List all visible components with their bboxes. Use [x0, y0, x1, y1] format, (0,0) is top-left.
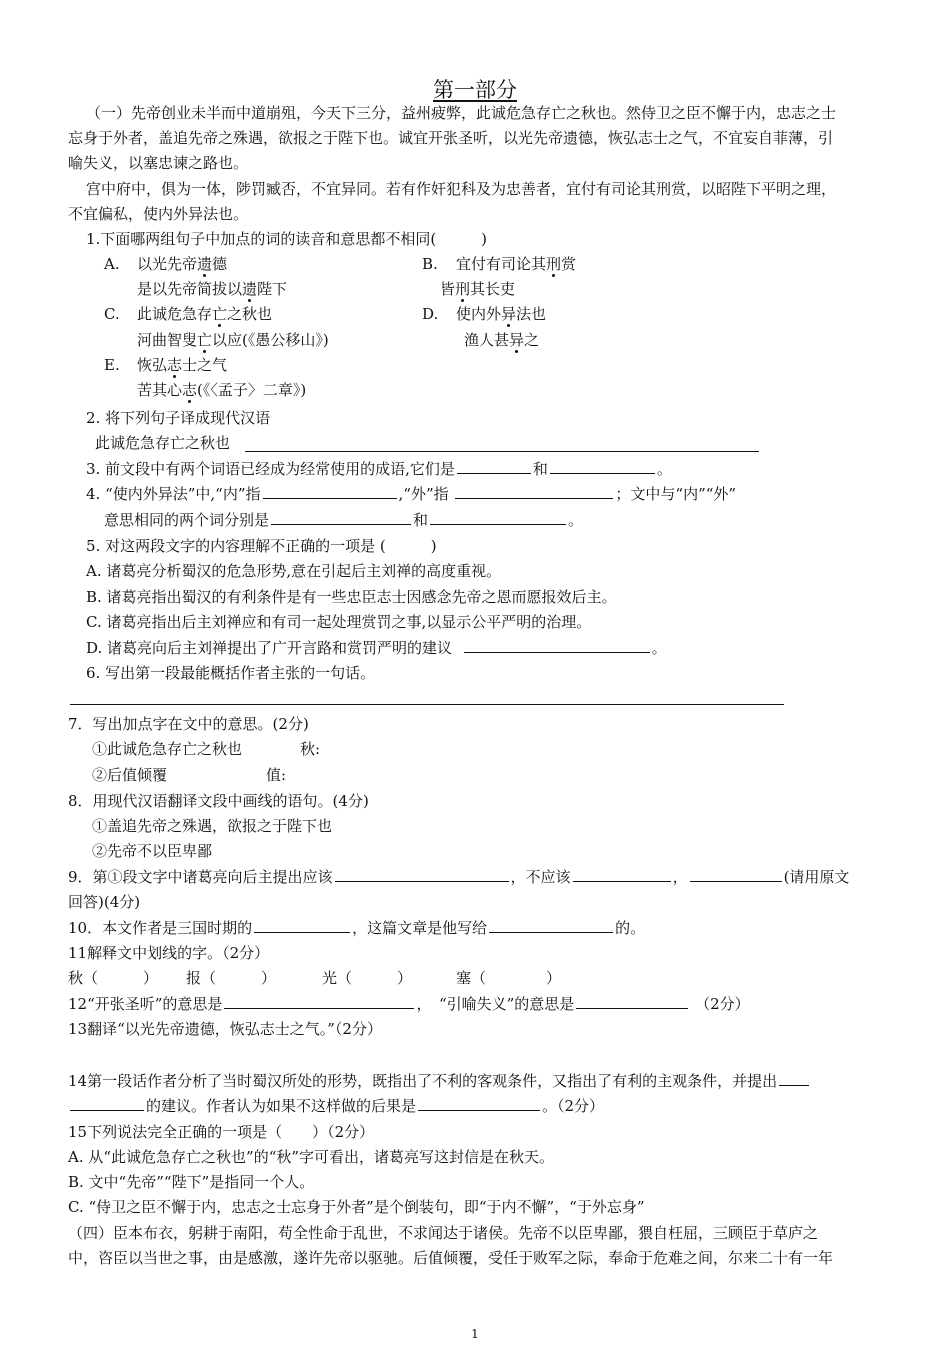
q1-option-b-line-1: 宜付有司论其刑赏 — [456, 255, 577, 273]
q15-option-c: C. “侍卫之臣不懈于内，忠志之士忘身于外者”是个倒装句，即“于内不懈”，“于外忘身” — [68, 1198, 645, 1216]
page-title: 第一部分 — [433, 78, 517, 102]
q7-item-1-label: 秋: — [300, 740, 321, 758]
q2-sentence: 此诚危急存亡之秋也 — [95, 434, 231, 452]
q1-option-a-line-1: 以光先帝遗德 — [137, 255, 228, 273]
passage-1-line-3: 喻失义，以塞忠谏之路也。 — [68, 154, 249, 172]
q4-line-2: 意思相同的两个词分别是 和 。 — [104, 511, 584, 529]
q14-line-1: 14第一段话作者分析了当时蜀汉所处的形势，既指出了不利的客观条件，又指出了有利的主观条件，并提出 — [68, 1071, 811, 1091]
q1-option-e-label: E. — [104, 356, 120, 374]
q5-stem: 5. 对这两段文字的内容理解不正确的一项是 ( ) — [86, 537, 437, 555]
q11-item-qiu: 秋（ ） — [68, 969, 159, 987]
q1-option-c-line-2: 河曲智叟亡以应(《愚公移山》) — [137, 331, 329, 349]
q12-line: 12“开张圣听”的意思是 ， “引喻失义”的意思是 （2分） — [68, 995, 750, 1013]
q15-stem: 15下列说法完全正确的一项是（ ）（2分） — [68, 1123, 375, 1141]
q1-stem: 1.下面哪两组句子中加点的词的读音和意思都不相同( ) — [86, 230, 488, 248]
q1-option-e-line-2: 苦其心志(《〈孟子〉二章》) — [137, 381, 307, 399]
q7-item-2: ②后值倾覆 — [92, 766, 168, 784]
passage-2-line-1: 宫中府中，俱为一体，陟罚臧否，不宜异同。若有作奸犯科及为忠善者，宜付有司论其刑赏，以昭陛下平明之理， — [86, 180, 837, 198]
q5-option-c: C. 诸葛亮指出后主刘禅应和有司一起处理赏罚之事,以显示公平严明的治理。 — [86, 613, 592, 631]
passage-4-line-1: （四）臣本布衣，躬耕于南阳，苟全性命于乱世，不求闻达于诸侯。先帝不以臣卑鄙，猥自枉屈，三顾臣于草庐之 — [68, 1224, 819, 1242]
q13-stem: 13翻译“以光先帝遗德，恢弘志士之气。”（2分） — [68, 1020, 382, 1038]
q11-item-sai: 塞（ ） — [456, 969, 562, 987]
q2-answer-line — [245, 451, 759, 452]
q7-stem: 7．写出加点字在文中的意思。(2分) — [68, 715, 309, 733]
q1-option-b-line-2: 皆刑其长吏 — [440, 280, 516, 298]
q15-option-b: B. 文中“先帝”“陛下”是指同一个人。 — [68, 1173, 315, 1191]
q5-option-b: B. 诸葛亮指出蜀汉的有利条件是有一些忠臣志士因感念先帝之恩而愿报效后主。 — [86, 588, 617, 606]
q15-option-a: A. 从“此诚危急存亡之秋也”的“秋”字可看出，诸葛亮写这封信是在秋天。 — [68, 1148, 555, 1166]
passage-1-line-2: 忘身于外者，盖追先帝之殊遇，欲报之于陛下也。诚宜开张圣听，以光先帝遗德，恢弘志士之气，不宜妄自菲薄，引 — [68, 129, 834, 147]
q2-stem: 2. 将下列句子译成现代汉语 — [86, 409, 271, 427]
q1-option-b-label: B. — [422, 255, 438, 273]
q7-item-1: ①此诚危急存亡之秋也 — [92, 740, 243, 758]
q6-stem: 6. 写出第一段最能概括作者主张的一句话。 — [86, 664, 376, 682]
q1-option-c-label: C. — [104, 305, 120, 323]
q9-line-2: 回答)(4分) — [68, 893, 141, 911]
q10-line: 10．本文作者是三国时期的 ，这篇文章是他写给 的。 — [68, 919, 646, 937]
q11-item-guang: 光（ ） — [322, 969, 413, 987]
q5-option-d: D. 诸葛亮向后主刘禅提出了广开言路和赏罚严明的建议 。 — [86, 639, 667, 657]
q8-item-1: ①盖追先帝之殊遇，欲报之于陛下也 — [92, 817, 333, 835]
q1-option-a-label: A. — [104, 255, 120, 273]
passage-1-line-1: （一）先帝创业未半而中道崩殂，今天下三分，益州疲弊，此诚危急存亡之秋也。然侍卫之臣不懈于内，忠志之士 — [86, 104, 837, 122]
q6-answer-line — [70, 704, 784, 705]
q3-line: 3. 前文段中有两个词语已经成为经常使用的成语,它们是 和 。 — [86, 460, 672, 478]
q1-option-d-line-2: 渔人甚异之 — [464, 331, 540, 349]
q1-option-c-line-1: 此诚危急存亡之秋也 — [137, 305, 273, 323]
page-number: 1 — [471, 1327, 479, 1341]
q1-option-e-line-1: 恢弘志士之气 — [137, 356, 228, 374]
passage-4-line-2: 中，咨臣以当世之事，由是感激，遂许先帝以驱驰。后值倾覆，受任于败军之际，奉命于危难之间，尔来二十有一年 — [68, 1249, 834, 1267]
q14-line-2: 的建议。作者认为如果不这样做的后果是 。（2分） — [68, 1096, 604, 1116]
q7-item-2-label: 值: — [266, 766, 287, 784]
q5-option-a: A. 诸葛亮分析蜀汉的危急形势,意在引起后主刘禅的高度重视。 — [86, 562, 502, 580]
q1-option-d-line-1: 使内外异法也 — [456, 305, 547, 323]
q8-stem: 8．用现代汉语翻译文段中画线的语句。(4分) — [68, 792, 369, 810]
q4-line-1: 4. “使内外异法”中,“内”指 ,“外”指 ；文中与“内”“外” — [86, 485, 737, 503]
q1-option-a-line-2: 是以先帝简拔以遗陛下 — [137, 280, 288, 298]
q11-item-bao: 报（ ） — [186, 969, 277, 987]
q8-item-2: ②先帝不以臣卑鄙 — [92, 842, 213, 860]
q1-option-d-label: D. — [422, 305, 439, 323]
q11-stem: 11解释文中划线的字。（2分） — [68, 944, 270, 962]
passage-2-line-2: 不宜偏私，使内外异法也。 — [68, 205, 249, 223]
q9-line-1: 9．第①段文字中诸葛亮向后主提出应该 ，不应该 ， (请用原文 — [68, 868, 850, 886]
